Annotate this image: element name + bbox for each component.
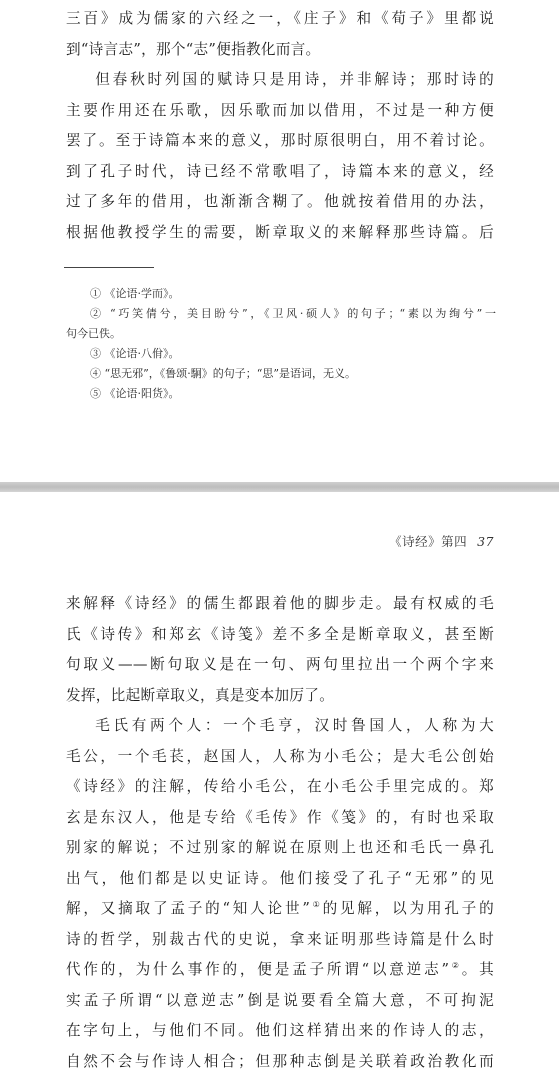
body-line: 自然不会与作诗人相合；但那种志倒是关联着政治教化而	[66, 1052, 494, 1070]
footnotes	[66, 284, 496, 404]
note-mark: ②	[449, 961, 462, 971]
running-head	[300, 532, 494, 550]
body-line: 氏《诗传》和郑玄《诗笺》差不多全是断章取义，甚至断	[66, 625, 494, 643]
body-line-part: 代作的，为什么事作的，便是孟子所谓“以意逆志”	[66, 961, 450, 978]
running-head-title: 《诗经》第四	[389, 534, 468, 549]
body-line: 发挥，比起断章取义，真是变本加厉了。	[66, 686, 335, 704]
footnote-3: ③ 《论语·八佾》。	[90, 347, 180, 360]
footnote-5: ⑤ 《论语·阳货》。	[90, 387, 180, 400]
footnote-2: ② “巧笑倩兮，美目盼兮”，《卫风·硕人》的句子；“素以为绚兮”一	[90, 307, 496, 320]
body-line: 到“诗言志”，那个“志”便指教化而言。	[66, 40, 321, 58]
body-line: 句取义——断句取义是在一句、两句里拉出一个两个字来	[66, 656, 494, 673]
body-line-part: 解，又摘取了孟子的“知人论世”	[66, 900, 311, 917]
body-line	[66, 955, 494, 986]
body-line: 但春秋时列国的赋诗只是用诗，并非解诗；那时诗的	[95, 71, 494, 88]
body-line: 来解释《诗经》的儒生都跟着他的脚步走。最有权威的毛	[66, 595, 494, 612]
body-line: 诗的哲学，别裁古代的史说，拿来证明那些诗篇是什么时	[66, 930, 494, 948]
body-line: 出气，他们都是以史证诗。他们接受了孔子“无邪”的见	[66, 869, 494, 887]
body-line: 主要作用还在乐歌，因乐歌而加以借用，不过是一种方便	[66, 101, 494, 119]
top-body-text	[66, 4, 494, 248]
body-line: 罢了。至于诗篇本来的意义，那时原很明白，用不着讨论。	[66, 132, 494, 149]
body-line-part: 。其	[461, 961, 494, 978]
bottom-body-text	[66, 589, 494, 1077]
body-line: 玄是东汉人，他是专给《毛传》作《笺》的，有时也采取	[66, 808, 494, 826]
body-line: 《诗经》的注解，传给小毛公，在小毛公手里完成的。郑	[66, 778, 494, 795]
body-line: 根据他教授学生的需要，断章取义的来解释那些诗篇。后	[66, 223, 494, 241]
footnote-4: ④ “思无邪”，《鲁颂·駉》的句子；“思”是语词，无义。	[90, 367, 356, 380]
body-line: 实孟子所谓“以意逆志”倒是说要看全篇大意，不可拘泥	[66, 991, 494, 1009]
footnote-2-continuation: 句今已佚。	[66, 327, 121, 340]
body-line: 别家的解说；不过别家的解说在原则上也还和毛氏一鼻孔	[66, 839, 494, 856]
footnote-1: ① 《论语·学而》。	[90, 287, 180, 300]
body-line: 三百》成为儒家的六经之一，《庄子》和《荀子》里都说	[66, 10, 494, 27]
top-page	[0, 0, 559, 482]
body-line: 在字句上，与他们不同。他们这样猜出来的作诗人的志，	[66, 1022, 494, 1039]
body-line: 毛氏有两个人：一个毛亨，汉时鲁国人，人称为大	[95, 717, 494, 734]
footnote-rule	[64, 267, 154, 268]
body-line: 到了孔子时代，诗已经不常歌唱了，诗篇本来的意义，经	[66, 162, 494, 180]
body-line	[66, 894, 494, 925]
page-number: 37	[477, 534, 494, 549]
note-mark: ①	[310, 900, 323, 910]
page-separator	[0, 482, 559, 492]
body-line: 毛公，一个毛苌，赵国人，人称为小毛公；是大毛公创始	[66, 747, 494, 765]
bottom-page	[0, 492, 559, 1080]
body-line-part: 的见解，以为用孔子的	[322, 900, 494, 917]
body-line: 过了多年的借用，也渐渐含糊了。他就按着借用的办法，	[66, 193, 494, 210]
